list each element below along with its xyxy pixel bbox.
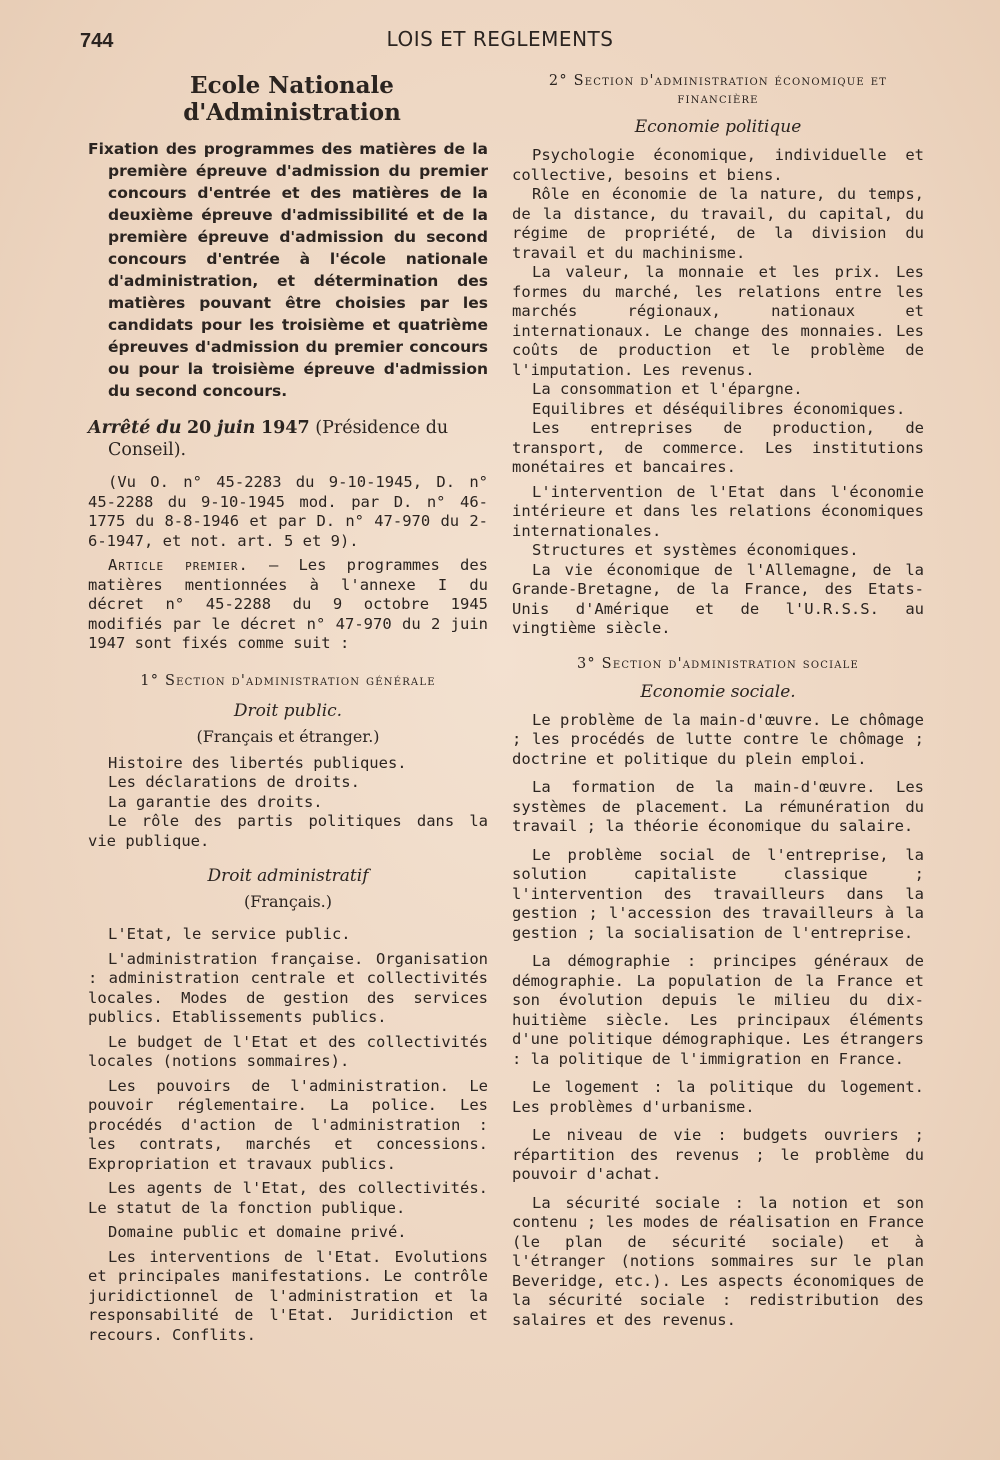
list-item: La consommation et l'épargne. <box>532 380 803 398</box>
list-item: Rôle en économie de la nature, du temps, de la distance, du travail, du capital, du régime de propriété, de la division du travail et du machinisme. <box>512 185 924 262</box>
droit-public-heading: Droit public. <box>233 700 343 721</box>
list-item: Histoire des libertés publiques. <box>108 753 407 772</box>
list-item: La vie économique de l'Allemagne, de la Grande-Bretagne, de la France, des Etats-Unis d'Amérique et de l'U.R.S.S. au vingtième siècle. <box>512 560 924 637</box>
list-item: Equilibres et déséquilibres économiques. <box>532 399 906 418</box>
arrete-day: 20 <box>187 418 212 438</box>
list-item: L'Etat, le service public. <box>108 925 351 943</box>
list-item: Les agents de l'Etat, des collectivités. Le statut de la fonction publique. <box>88 1179 488 1217</box>
left-column <box>88 72 488 1345</box>
list-item: La valeur, la monnaie et les prix. Les formes du marché, les relations entre les marchés régionaux, nationaux et internationaux. Le change des monnaies. Les coûts de production et le problème de l'imputation. Les revenus. <box>512 263 924 379</box>
list-item: L'administration française. Organisation : administration centrale et collectivités locales. Modes de gestion des services publics. Etablissements publics. <box>88 949 488 1026</box>
list-item: Psychologie économique, individuelle et collective, besoins et biens. <box>512 146 924 184</box>
list-item: Le budget de l'Etat et des collectivités locales (notions sommaires). <box>88 1032 488 1070</box>
arrete-year: 1947 <box>260 418 310 438</box>
droit-administratif-list <box>88 925 488 1345</box>
list-item: La sécurité sociale : la notion et son contenu ; les modes de réalisation en France (le plan de sécurité sociale) et à l'étranger (notions sommaires sur le plan Beveridge, etc.). Les aspects économiques de la sécurité sociale : redistribution des salaires et des revenus. <box>512 1193 924 1329</box>
section-3-heading: 3° Section d'administration sociale <box>577 655 859 672</box>
list-item: Le rôle des partis politiques dans la vie publique. <box>88 812 488 850</box>
list-item: Le niveau de vie : budgets ouvriers ; répartition des revenus ; le problème du pouvoir d'achat. <box>512 1126 924 1183</box>
economie-politique-list <box>512 146 924 639</box>
economie-sociale-heading: Economie sociale. <box>640 681 796 702</box>
arrete-authority: (Présidence du Conseil). <box>108 418 449 460</box>
list-item: Le problème social de l'entreprise, la solution capitaliste classique ; l'intervention des travailleurs dans la gestion ; l'accession des travailleurs à la gestion ; la socialisation de l'entreprise. <box>512 845 924 942</box>
list-item: Les pouvoirs de l'administration. Le pouvoir réglementaire. La police. Les procédés d'action de l'administration : les contrats, marchés et concessions. Expropriation et travaux publics. <box>88 1076 488 1173</box>
document-title <box>96 72 488 126</box>
section-1-heading: 1° Section d'administration générale <box>140 672 436 689</box>
list-item: Les interventions de l'Etat. Evolutions et principales manifestations. Le contrôle juridictionnel de l'administration et la responsabilité de l'Etat. Juridiction et recours. Conflits. <box>88 1247 488 1344</box>
summary: Fixation des programmes des matières de la première épreuve d'admission du premier concours d'entrée et des matières de la deuxième épreuve d'admissibilité et de la première épreuve d'admission du second concours d'entrée à l'école nationale d'administration, et détermination des matières pouvant être choisies par les candidats pour les troisième et quatrième épreuves d'admission du premier concours ou pour la troisième épreuve d'admission du second concours. <box>88 140 488 400</box>
droit-administratif-heading: Droit administratif <box>207 866 369 886</box>
list-item: L'intervention de l'Etat dans l'économie intérieure et dans les relations économiques internationales. <box>512 482 924 540</box>
list-item: Domaine public et domaine privé. <box>108 1223 407 1241</box>
list-item: Le logement : la politique du logement. Les problèmes d'urbanisme. <box>512 1078 924 1116</box>
right-column <box>512 72 924 1330</box>
page-number: 744 <box>80 30 114 52</box>
droit-administratif-subheading: (Français.) <box>244 892 332 911</box>
title-line-2: d'Administration <box>183 99 401 126</box>
list-item: Les entreprises de production, de transport, de commerce. Les institutions monétaires et bancaires. <box>512 419 924 476</box>
economie-sociale-list <box>512 711 924 1331</box>
list-item: Le problème de la main-d'œuvre. Le chômage ; les procédés de lutte contre le chômage ; doctrine et politique du plein emploi. <box>512 710 924 768</box>
article-text: — Les programmes des matières mentionnées à l'annexe I du décret n° 45-2288 du 9 octobre 1945 modifiés par le décret n° 47-970 du 2 juin 1947 sont fixés comme suit : <box>88 556 489 652</box>
list-item: La démographie : principes généraux de démographie. La population de la France et son évolution depuis le milieu du dix-huitième siècle. Les principaux éléments d'une politique démographique. Les étrangers : la politique de l'immigration en France. <box>512 952 924 1068</box>
arrete-heading <box>88 417 488 461</box>
droit-public-list <box>88 754 488 852</box>
section-2-heading: 2° Section d'administration économique et financière <box>548 73 888 107</box>
list-item: Structures et systèmes économiques. <box>532 541 859 559</box>
article-label: Article premier. <box>108 556 249 574</box>
economie-politique-heading: Economie politique <box>634 117 802 137</box>
list-item: La garantie des droits. <box>108 792 323 811</box>
title-line-1: Ecole Nationale <box>190 72 394 99</box>
visa: (Vu O. n° 45-2283 du 9-10-1945, D. n° 45-2288 du 9-10-1945 mod. par D. n° 46-1775 du 8-8-1946 et par D. n° 47-970 du 2-6-1947, et not. art. 5 et 9). <box>88 473 488 550</box>
article-premier <box>88 556 488 654</box>
droit-public-subheading: (Français et étranger.) <box>196 726 380 746</box>
arrete-label: Arrêté du <box>88 418 182 438</box>
list-item: La formation de la main-d'œuvre. Les systèmes de placement. La rémunération du travail ; la théorie économique du salaire. <box>512 778 924 835</box>
list-item: Les déclarations de droits. <box>108 773 360 791</box>
running-title: LOIS ET REGLEMENTS <box>386 27 614 51</box>
arrete-month: juin <box>216 418 256 438</box>
